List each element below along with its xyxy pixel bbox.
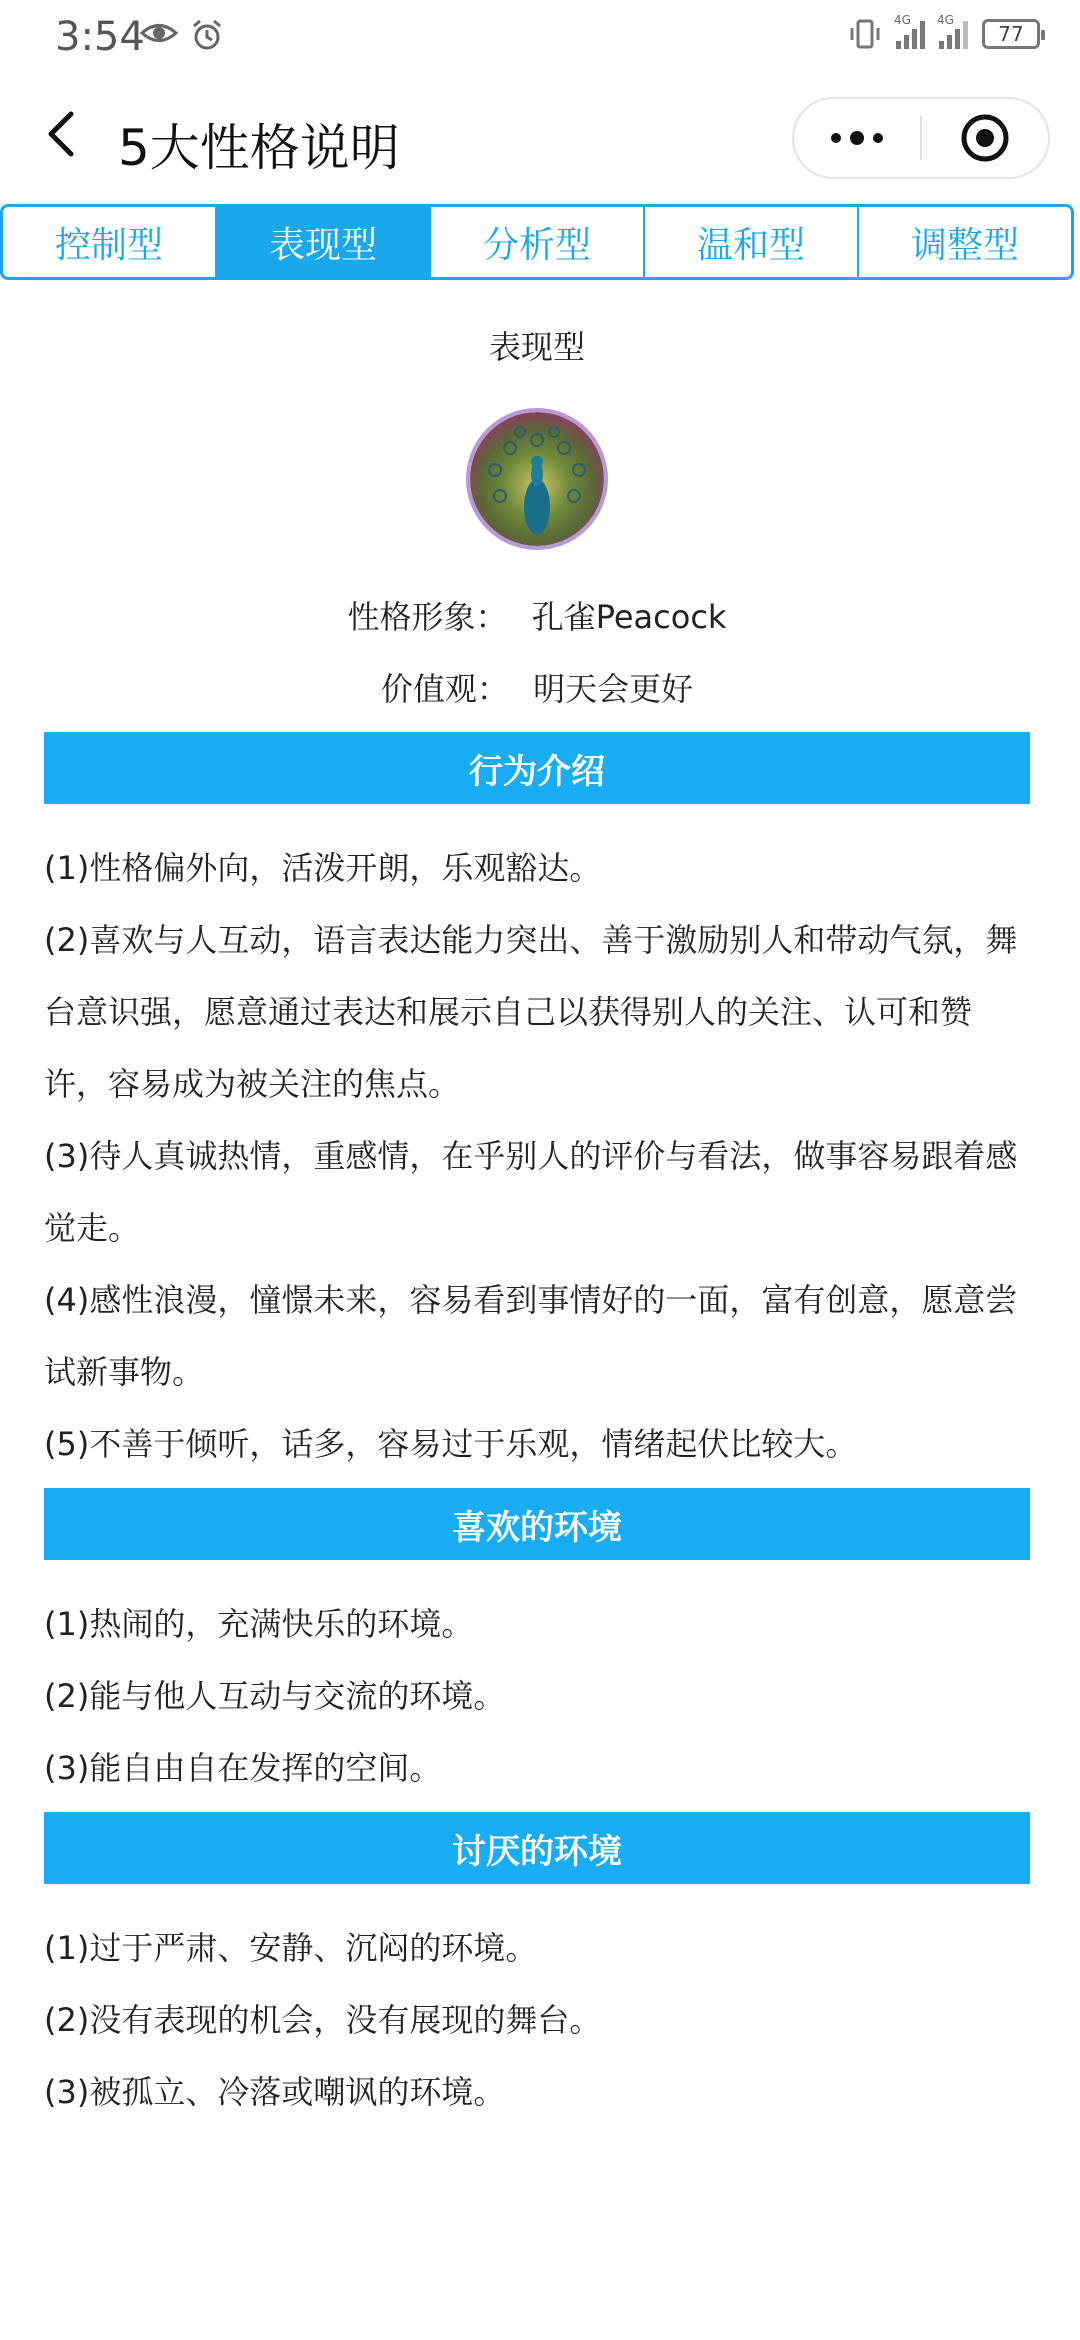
list-item: (1)过于严肃、安静、沉闷的环境。 <box>44 1929 538 1967</box>
eye-icon <box>140 18 178 48</box>
tab-gentle[interactable]: 温和型 <box>645 207 859 277</box>
signal-icon: 4G <box>896 19 925 49</box>
image-line <box>0 592 1074 638</box>
list-item: (2)能与他人互动与交流的环境。 <box>44 1677 506 1715</box>
signal-icon-2: 4G <box>939 19 968 49</box>
list-item: (3)能自由自在发挥的空间。 <box>44 1749 442 1787</box>
values-value: 明天会更好 <box>533 670 694 708</box>
page-title: 5大性格说明 <box>118 119 400 177</box>
personality-tabs <box>0 204 1074 280</box>
section-header-liked-env: 喜欢的环境 <box>44 1488 1030 1560</box>
list-item: (2)没有表现的机会，没有展现的舞台。 <box>44 2001 602 2039</box>
peacock-icon <box>466 408 608 550</box>
chevron-left-icon <box>45 110 75 158</box>
values-line <box>0 664 1074 710</box>
section-header-behavior: 行为介绍 <box>44 732 1030 804</box>
alarm-icon <box>190 18 224 52</box>
more-button[interactable] <box>794 99 920 177</box>
section-header-disliked-env: 讨厌的环境 <box>44 1812 1030 1884</box>
list-item: (2)喜欢与人互动，语言表达能力突出、善于激励别人和带动气氛，舞台意识强，愿意通过表达和展示自己以获得别人的关注、认可和赞许，容易成为被关注的焦点。 <box>44 921 1018 1103</box>
list-item: (5)不善于倾听，话多，容易过于乐观，情绪起伏比较大。 <box>44 1425 858 1463</box>
status-time: 3:54 <box>55 14 145 60</box>
nav-header <box>0 76 1080 204</box>
target-circle-icon <box>960 113 1010 163</box>
tab-control[interactable]: 控制型 <box>3 207 217 277</box>
vibrate-icon <box>848 18 882 50</box>
battery-icon <box>982 19 1040 49</box>
more-dots-icon <box>831 131 883 145</box>
image-value: 孔雀Peacock <box>531 598 727 636</box>
battery-level: 77 <box>998 22 1024 46</box>
mini-program-capsule <box>792 97 1050 179</box>
list-item: (3)被孤立、冷落或嘲讽的环境。 <box>44 2073 506 2111</box>
tab-analytical[interactable]: 分析型 <box>431 207 645 277</box>
image-label: 性格形象： <box>347 598 508 636</box>
type-title: 表现型 <box>488 328 585 366</box>
back-button[interactable] <box>30 104 90 164</box>
tab-expressive[interactable]: 表现型 <box>217 207 431 277</box>
tab-adjusting[interactable]: 调整型 <box>910 224 1019 266</box>
list-item: (1)性格偏外向，活泼开朗，乐观豁达。 <box>44 849 602 887</box>
list-item: (4)感性浪漫，憧憬未来，容易看到事情好的一面，富有创意，愿意尝试新事物。 <box>44 1281 1018 1391</box>
close-mini-program-button[interactable] <box>922 99 1048 177</box>
list-item: (3)待人真诚热情，重感情，在乎别人的评价与看法，做事容易跟着感觉走。 <box>44 1137 1018 1247</box>
status-bar <box>0 0 1080 76</box>
values-label: 价值观： <box>380 670 509 708</box>
list-item: (1)热闹的，充满快乐的环境。 <box>44 1605 474 1643</box>
